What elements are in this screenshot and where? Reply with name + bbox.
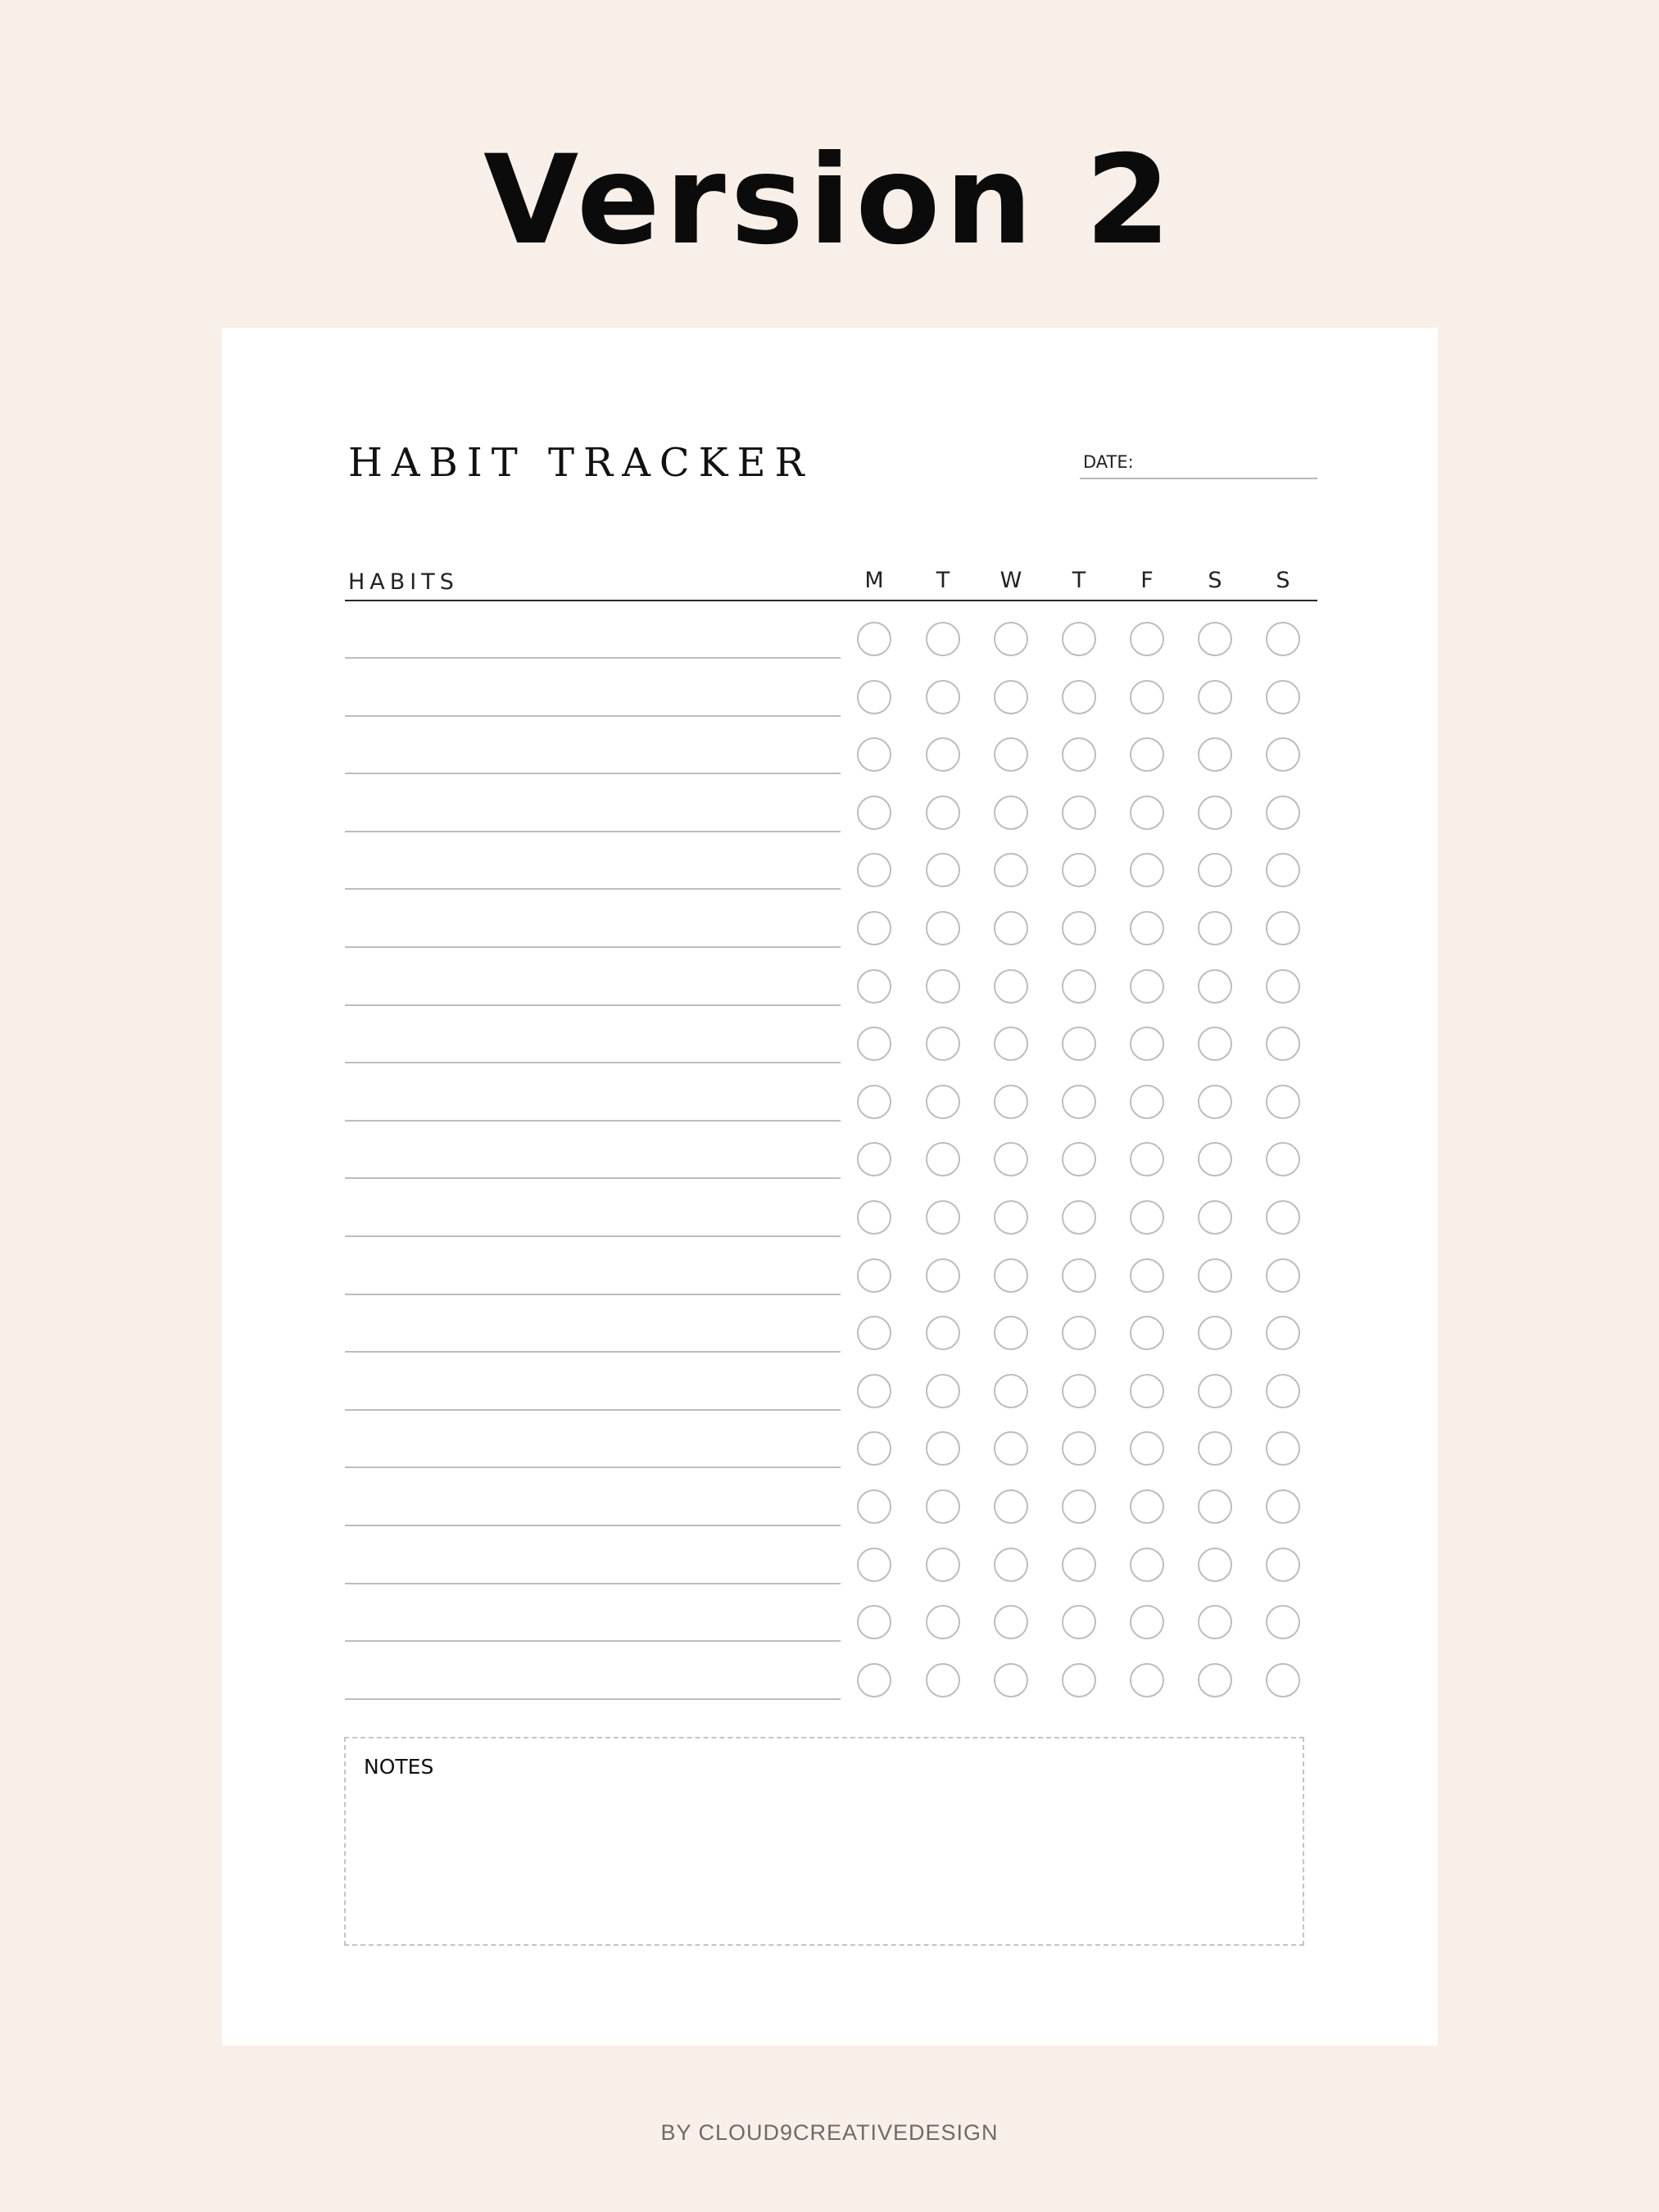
habit-checkbox[interactable] — [994, 737, 1028, 772]
habit-checkbox[interactable] — [926, 911, 960, 945]
day-label: T — [936, 568, 950, 593]
habit-checkbox[interactable] — [1198, 1374, 1232, 1408]
habit-checkbox[interactable] — [926, 1605, 960, 1639]
habit-checkbox[interactable] — [1130, 1548, 1164, 1582]
habit-checkbox[interactable] — [1062, 1316, 1096, 1350]
habit-checkbox[interactable] — [926, 1548, 960, 1582]
habit-checkbox[interactable] — [1130, 1431, 1164, 1466]
day-label: T — [1072, 568, 1086, 593]
day-label: S — [1276, 568, 1290, 593]
habit-entry-line[interactable] — [345, 1004, 841, 1006]
habit-checkbox[interactable] — [926, 1142, 960, 1176]
habit-entry-line[interactable] — [345, 888, 841, 890]
habit-checkbox[interactable] — [1130, 1374, 1164, 1408]
habit-tracker-sheet — [222, 328, 1438, 2046]
habit-entry-line[interactable] — [345, 1351, 841, 1353]
habit-checkbox[interactable] — [926, 1489, 960, 1524]
habit-checkbox[interactable] — [926, 737, 960, 772]
habit-checkbox[interactable] — [926, 1374, 960, 1408]
habit-checkbox[interactable] — [994, 1374, 1028, 1408]
habit-checkbox[interactable] — [1062, 1142, 1096, 1176]
habit-checkbox[interactable] — [926, 796, 960, 830]
habit-checkbox[interactable] — [926, 1200, 960, 1235]
habit-checkbox[interactable] — [1062, 737, 1096, 772]
habit-checkbox[interactable] — [994, 1027, 1028, 1061]
header-rule — [345, 600, 1317, 601]
habit-checkbox[interactable] — [857, 1605, 891, 1639]
habit-checkbox[interactable] — [1062, 1200, 1096, 1235]
habit-checkbox[interactable] — [926, 1431, 960, 1466]
habit-checkbox[interactable] — [1198, 1431, 1232, 1466]
habit-checkbox[interactable] — [1062, 1258, 1096, 1293]
habit-checkbox[interactable] — [994, 680, 1028, 714]
habit-checkbox[interactable] — [1130, 1027, 1164, 1061]
habit-checkbox[interactable] — [857, 796, 891, 830]
habit-entry-line[interactable] — [345, 715, 841, 717]
habit-checkbox[interactable] — [1062, 911, 1096, 945]
habit-checkbox[interactable] — [1198, 1605, 1232, 1639]
habit-checkbox[interactable] — [857, 911, 891, 945]
habit-checkbox[interactable] — [1266, 622, 1300, 656]
habit-checkbox[interactable] — [1198, 969, 1232, 1004]
page-headline: Version 2 — [483, 129, 1176, 272]
habit-checkbox[interactable] — [926, 1258, 960, 1293]
habit-checkbox[interactable] — [1266, 1085, 1300, 1119]
habit-checkbox[interactable] — [994, 1316, 1028, 1350]
habit-entry-line[interactable] — [345, 1466, 841, 1468]
habit-checkbox[interactable] — [1198, 1316, 1232, 1350]
habit-checkbox[interactable] — [1198, 1142, 1232, 1176]
habit-checkbox[interactable] — [1198, 680, 1232, 714]
habit-checkbox[interactable] — [994, 1258, 1028, 1293]
habit-checkbox[interactable] — [1062, 1489, 1096, 1524]
habit-checkbox[interactable] — [1198, 1489, 1232, 1524]
habit-entry-line[interactable] — [345, 773, 841, 774]
footer-credit: BY CLOUD9CREATIVEDESIGN — [660, 2120, 999, 2145]
habit-entry-line[interactable] — [345, 1525, 841, 1526]
habit-checkbox[interactable] — [1130, 1605, 1164, 1639]
habit-checkbox[interactable] — [1062, 1605, 1096, 1639]
habit-checkbox[interactable] — [994, 796, 1028, 830]
sheet-title: HABIT TRACKER — [348, 440, 814, 486]
habit-checkbox[interactable] — [857, 853, 891, 887]
notes-box[interactable] — [344, 1737, 1304, 1946]
habit-checkbox[interactable] — [1062, 1548, 1096, 1582]
habit-entry-line[interactable] — [345, 1640, 841, 1642]
habit-checkbox[interactable] — [1062, 1085, 1096, 1119]
habit-entry-line[interactable] — [345, 1062, 841, 1063]
habit-checkbox[interactable] — [1062, 1374, 1096, 1408]
habit-checkbox[interactable] — [1198, 796, 1232, 830]
habit-checkbox[interactable] — [994, 1605, 1028, 1639]
habit-checkbox[interactable] — [1198, 1663, 1232, 1698]
habit-checkbox[interactable] — [926, 1316, 960, 1350]
habit-checkbox[interactable] — [926, 969, 960, 1004]
habit-entry-line[interactable] — [345, 1120, 841, 1122]
habit-checkbox[interactable] — [1266, 853, 1300, 887]
habit-checkbox[interactable] — [1266, 911, 1300, 945]
habit-checkbox[interactable] — [994, 1548, 1028, 1582]
day-label: S — [1208, 568, 1222, 593]
habit-checkbox[interactable] — [1266, 1374, 1300, 1408]
habit-checkbox[interactable] — [1130, 1316, 1164, 1350]
date-field[interactable] — [1080, 449, 1317, 479]
day-label: M — [864, 568, 884, 593]
habit-checkbox[interactable] — [926, 853, 960, 887]
habit-checkbox[interactable] — [994, 911, 1028, 945]
habit-entry-line[interactable] — [345, 1294, 841, 1295]
habit-checkbox[interactable] — [857, 622, 891, 656]
habit-checkbox[interactable] — [1130, 796, 1164, 830]
habit-entry-line[interactable] — [345, 1409, 841, 1411]
habit-checkbox[interactable] — [1198, 737, 1232, 772]
habit-checkbox[interactable] — [1198, 1200, 1232, 1235]
habit-checkbox[interactable] — [994, 1085, 1028, 1119]
habit-checkbox[interactable] — [1062, 969, 1096, 1004]
habit-checkbox[interactable] — [1062, 796, 1096, 830]
habit-checkbox[interactable] — [857, 1431, 891, 1466]
habit-checkbox[interactable] — [1198, 1548, 1232, 1582]
day-label: F — [1140, 568, 1154, 593]
habit-checkbox[interactable] — [857, 1663, 891, 1698]
habit-checkbox[interactable] — [857, 1200, 891, 1235]
habit-checkbox[interactable] — [1266, 1258, 1300, 1293]
habit-checkbox[interactable] — [1266, 969, 1300, 1004]
habit-checkbox[interactable] — [857, 1027, 891, 1061]
habit-checkbox[interactable] — [1266, 1605, 1300, 1639]
habit-checkbox[interactable] — [926, 622, 960, 656]
habit-checkbox[interactable] — [1198, 911, 1232, 945]
habit-checkbox[interactable] — [1062, 853, 1096, 887]
habit-checkbox[interactable] — [994, 622, 1028, 656]
habit-checkbox[interactable] — [1266, 1027, 1300, 1061]
habit-checkbox[interactable] — [857, 1548, 891, 1582]
habit-checkbox[interactable] — [994, 1489, 1028, 1524]
habit-checkbox[interactable] — [857, 1085, 891, 1119]
habit-checkbox[interactable] — [1266, 1316, 1300, 1350]
habit-checkbox[interactable] — [1130, 1663, 1164, 1698]
habit-checkbox[interactable] — [1130, 853, 1164, 887]
habit-checkbox[interactable] — [1198, 853, 1232, 887]
habit-checkbox[interactable] — [1130, 680, 1164, 714]
habits-column-header: HABITS — [348, 569, 459, 595]
day-label: W — [999, 568, 1022, 593]
habit-checkbox[interactable] — [1130, 969, 1164, 1004]
habit-checkbox[interactable] — [1266, 1142, 1300, 1176]
habit-checkbox[interactable] — [926, 1027, 960, 1061]
habit-checkbox[interactable] — [1198, 1027, 1232, 1061]
date-label: DATE: — [1083, 452, 1134, 472]
habit-checkbox[interactable] — [926, 680, 960, 714]
habit-checkbox[interactable] — [857, 680, 891, 714]
habit-checkbox[interactable] — [1062, 622, 1096, 656]
habit-checkbox[interactable] — [1198, 1085, 1232, 1119]
habit-checkbox[interactable] — [1130, 622, 1164, 656]
habit-checkbox[interactable] — [994, 853, 1028, 887]
habit-checkbox[interactable] — [1130, 911, 1164, 945]
habit-checkbox[interactable] — [1130, 1142, 1164, 1176]
habit-checkbox[interactable] — [994, 1431, 1028, 1466]
habit-checkbox[interactable] — [857, 1316, 891, 1350]
habit-checkbox[interactable] — [994, 1663, 1028, 1698]
habit-checkbox[interactable] — [1266, 1489, 1300, 1524]
habit-checkbox[interactable] — [1266, 796, 1300, 830]
habit-checkbox[interactable] — [857, 969, 891, 1004]
habit-entry-line[interactable] — [345, 1177, 841, 1179]
habit-checkbox[interactable] — [1266, 1548, 1300, 1582]
habit-entry-line[interactable] — [345, 657, 841, 659]
habit-checkbox[interactable] — [926, 1085, 960, 1119]
habit-entry-line[interactable] — [345, 1235, 841, 1237]
habit-checkbox[interactable] — [1130, 737, 1164, 772]
habit-checkbox[interactable] — [1062, 680, 1096, 714]
habit-checkbox[interactable] — [1266, 1431, 1300, 1466]
habit-checkbox[interactable] — [1062, 1663, 1096, 1698]
habit-checkbox[interactable] — [1062, 1431, 1096, 1466]
habit-checkbox[interactable] — [1198, 1258, 1232, 1293]
habit-checkbox[interactable] — [1266, 1663, 1300, 1698]
habit-entry-line[interactable] — [345, 1698, 841, 1700]
habit-checkbox[interactable] — [1266, 1200, 1300, 1235]
habit-checkbox[interactable] — [994, 1200, 1028, 1235]
habit-entry-line[interactable] — [345, 831, 841, 832]
habit-checkbox[interactable] — [1198, 622, 1232, 656]
habit-checkbox[interactable] — [1130, 1085, 1164, 1119]
habit-checkbox[interactable] — [1130, 1489, 1164, 1524]
habit-checkbox[interactable] — [857, 737, 891, 772]
habit-checkbox[interactable] — [1266, 680, 1300, 714]
habit-checkbox[interactable] — [857, 1374, 891, 1408]
habit-checkbox[interactable] — [994, 969, 1028, 1004]
habit-checkbox[interactable] — [926, 1663, 960, 1698]
habit-checkbox[interactable] — [857, 1258, 891, 1293]
habit-checkbox[interactable] — [857, 1489, 891, 1524]
habit-checkbox[interactable] — [994, 1142, 1028, 1176]
habit-checkbox[interactable] — [1130, 1258, 1164, 1293]
habit-checkbox[interactable] — [1266, 737, 1300, 772]
notes-label: NOTES — [364, 1755, 434, 1779]
habit-checkbox[interactable] — [1130, 1200, 1164, 1235]
habit-entry-line[interactable] — [345, 1583, 841, 1584]
habit-entry-line[interactable] — [345, 946, 841, 948]
habit-checkbox[interactable] — [857, 1142, 891, 1176]
habit-checkbox[interactable] — [1062, 1027, 1096, 1061]
